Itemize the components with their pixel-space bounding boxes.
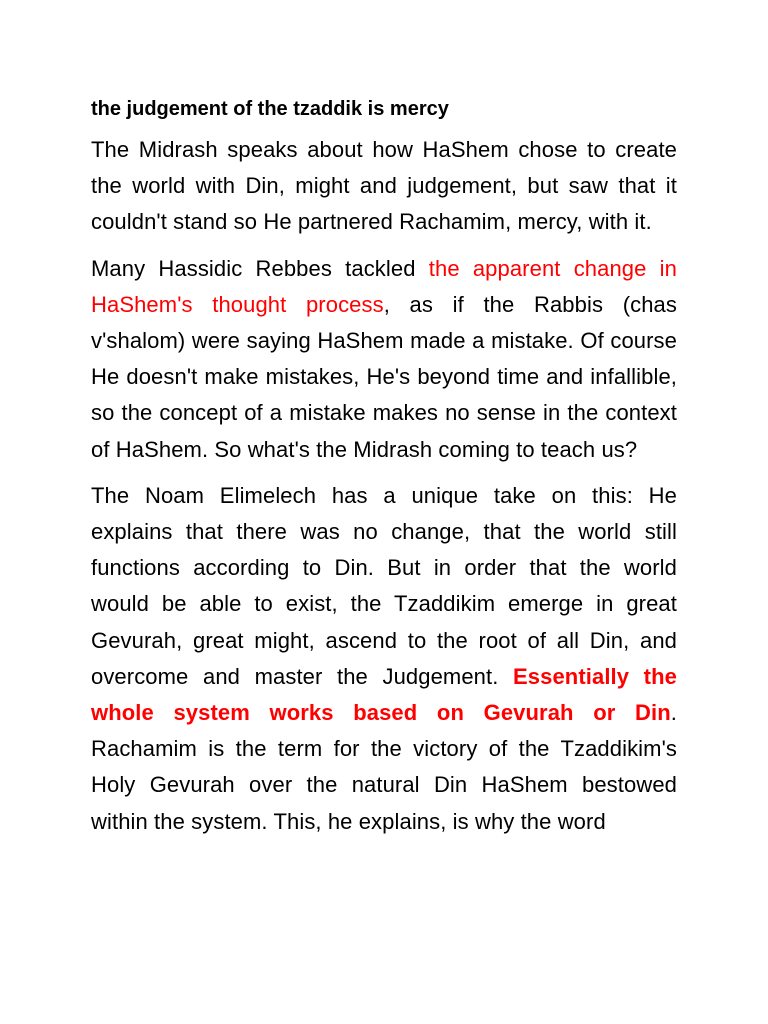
paragraph-rebbes (91, 251, 677, 468)
paragraph-text-after: . Rachamim is the term for the victory of the Tzaddikim's Holy Gevurah over the natural Din HaShem bestowed within the system. This, he explains, is why the word (91, 700, 677, 834)
paragraph-text-after: , as if the Rabbis (chas v'shalom) were saying HaShem made a mistake. Of course He doesn't make mistakes, He's beyond time and infallible, so the concept of a mistake makes no sense in the context of HaShem. So what's the Midrash coming to teach us? (91, 291, 677, 462)
paragraph-noam-elimelech (91, 478, 677, 840)
paragraph-midrash (91, 132, 677, 241)
paragraph-text-before: Many Hassidic Rebbes tackled (91, 255, 429, 281)
document-title: the judgement of the tzaddik is mercy (91, 98, 449, 120)
paragraph-text-before: The Noam Elimelech has a unique take on this: He explains that there was no change, that the world still functions according to Din. But in order that the world would be able to exist, the Tzaddikim emerge in great Gevurah, great might, ascend to the root of all Din, and overcome and master the Judgement. (91, 482, 677, 689)
document-page (91, 94, 677, 850)
highlighted-bold-phrase: Essentially the whole system works based on Gevurah or Din (91, 663, 677, 726)
highlighted-phrase: the apparent change in HaShem's thought process (91, 255, 677, 317)
paragraph-text: The Midrash speaks about how HaShem chose to create the world with Din, might and judgement, but saw that it couldn't stand so He partnered Rachamim, mercy, with it. (91, 137, 677, 235)
